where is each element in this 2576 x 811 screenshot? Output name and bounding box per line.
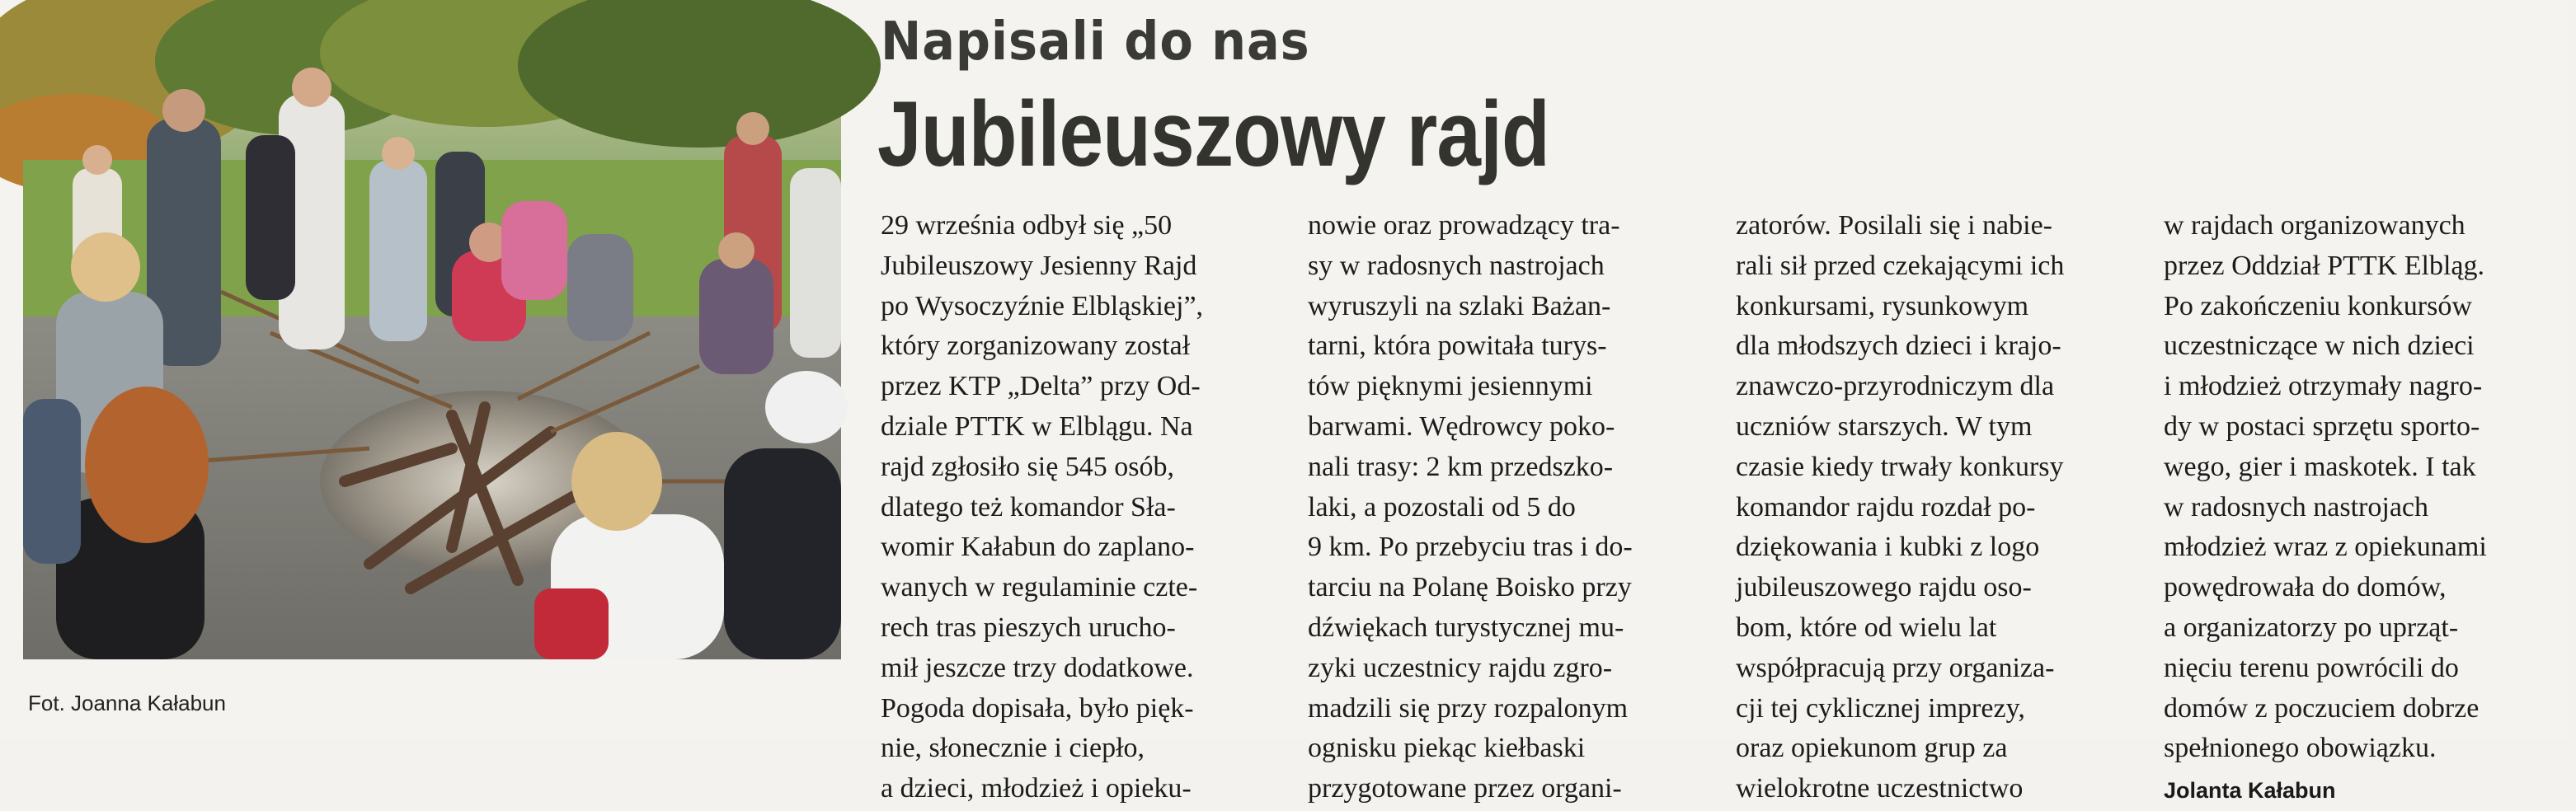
- text-line: cji tej cyklicznej imprezy,: [1736, 692, 2025, 724]
- text-line: znawczo-przyrodniczym dla: [1736, 371, 2055, 402]
- text-line: powędrowała do domów,: [2164, 572, 2447, 603]
- article-column-3: [1736, 206, 2148, 809]
- section-kicker: Napisali do nas: [881, 12, 1310, 73]
- text-line: dlatego też komandor Sła-: [881, 491, 1176, 523]
- article-column-2: [1308, 206, 1720, 809]
- article-column-1: [881, 206, 1293, 809]
- text-line: a dzieci, młodzież i opieku-: [881, 773, 1192, 804]
- text-line: wanych w regulaminie czte-: [881, 572, 1198, 603]
- text-line: rali sił przed czekającymi ich: [1736, 250, 2065, 281]
- text-line: nowie oraz prowadzący tra-: [1308, 210, 1620, 241]
- text-line: dla młodszych dzieci i krajo-: [1736, 330, 2061, 362]
- text-line: przygotowane przez organi-: [1308, 773, 1622, 804]
- text-line: nie, słonecznie i ciepło,: [881, 733, 1145, 764]
- text-line: zatorów. Posilali się i nabie-: [1736, 210, 2052, 241]
- text-line: spełnionego obowiązku.: [2164, 733, 2437, 764]
- text-line: ognisku piekąc kiełbaski: [1308, 733, 1586, 764]
- article-photo: [23, 20, 841, 659]
- text-line: nięciu terenu powrócili do: [2164, 652, 2459, 683]
- article-column-4: [2164, 206, 2576, 811]
- text-line: w rajdach organizowanych: [2164, 210, 2466, 241]
- text-line: Jubileuszowy Jesienny Rajd: [881, 250, 1197, 281]
- text-line: oraz opiekunom grup za: [1736, 733, 2008, 764]
- text-line: nali trasy: 2 km przedszko-: [1308, 451, 1614, 482]
- text-line: i młodzież otrzymały nagro-: [2164, 371, 2483, 402]
- text-line: rajd zgłosiło się 545 osób,: [881, 451, 1175, 482]
- text-line: jubileuszowego rajdu oso-: [1736, 572, 2032, 603]
- text-line: rech tras pieszych urucho-: [881, 612, 1176, 643]
- text-line: madzili się przy rozpalonym: [1308, 692, 1629, 724]
- text-line: młodzież wraz z opiekunami: [2164, 532, 2487, 563]
- text-line: konkursami, rysunkowym: [1736, 290, 2029, 321]
- text-line: 9 km. Po przebyciu tras i do-: [1308, 532, 1633, 563]
- text-line: bom, które od wielu lat: [1736, 612, 1997, 643]
- text-line: dziękowania i kubki z logo: [1736, 532, 2040, 563]
- text-line: mił jeszcze trzy dodatkowe.: [881, 652, 1194, 683]
- text-line: w radosnych nastrojach: [2164, 491, 2429, 523]
- text-line: komandor rajdu rozdał po-: [1736, 491, 2036, 523]
- text-line: wielokrotne uczestnictwo: [1736, 773, 2024, 804]
- text-line: tarciu na Polanę Boisko przy: [1308, 572, 1632, 603]
- photo-caption: Fot. Joanna Kałabun: [28, 691, 226, 715]
- text-line: Po zakończeniu konkursów: [2164, 290, 2472, 321]
- text-line: tarni, która powitała turys-: [1308, 330, 1607, 362]
- text-line: 29 września odbył się „50: [881, 210, 1173, 241]
- text-line: po Wysoczyźnie Elbląskiej”,: [881, 290, 1204, 321]
- text-line: domów z poczuciem dobrze: [2164, 692, 2480, 724]
- text-line: womir Kałabun do zaplano-: [881, 532, 1195, 563]
- text-line: dźwiękach turystycznej mu-: [1308, 612, 1624, 643]
- text-line: czasie kiedy trwały konkursy: [1736, 451, 2064, 482]
- text-line: wyruszyli na szlaki Bażan-: [1308, 290, 1611, 321]
- text-line: zyki uczestnicy rajdu zgro-: [1308, 652, 1613, 683]
- campfire-photo-illustration: [23, 20, 841, 659]
- text-line: uczestniczące w nich dzieci: [2164, 330, 2475, 362]
- text-line: Pogoda dopisała, było pięk-: [881, 692, 1194, 724]
- article-headline: Jubileuszowy rajd: [877, 82, 1550, 185]
- text-line: a organizatorzy po uprząt-: [2164, 612, 2459, 643]
- text-line: laki, a pozostali od 5 do: [1308, 491, 1576, 523]
- text-line: barwami. Wędrowcy poko-: [1308, 410, 1615, 442]
- text-line: który zorganizowany został: [881, 330, 1191, 362]
- text-line: przez KTP „Delta” przy Od-: [881, 371, 1201, 402]
- text-line: przez Oddział PTTK Elbląg.: [2164, 250, 2484, 281]
- text-line: współpracują przy organiza-: [1736, 652, 2055, 683]
- article-author: Jolanta Kałabun: [2164, 778, 2336, 804]
- text-line: sy w radosnych nastrojach: [1308, 250, 1605, 281]
- bleed-through-heading-right: [1765, 18, 1779, 77]
- text-line: uczniów starszych. W tym: [1736, 410, 2033, 442]
- text-line: dy w postaci sprzętu sporto-: [2164, 410, 2480, 442]
- text-line: wego, gier i maskotek. I tak: [2164, 451, 2476, 482]
- text-line: tów pięknymi jesiennymi: [1308, 371, 1593, 402]
- text-line: dziale PTTK w Elblągu. Na: [881, 410, 1193, 442]
